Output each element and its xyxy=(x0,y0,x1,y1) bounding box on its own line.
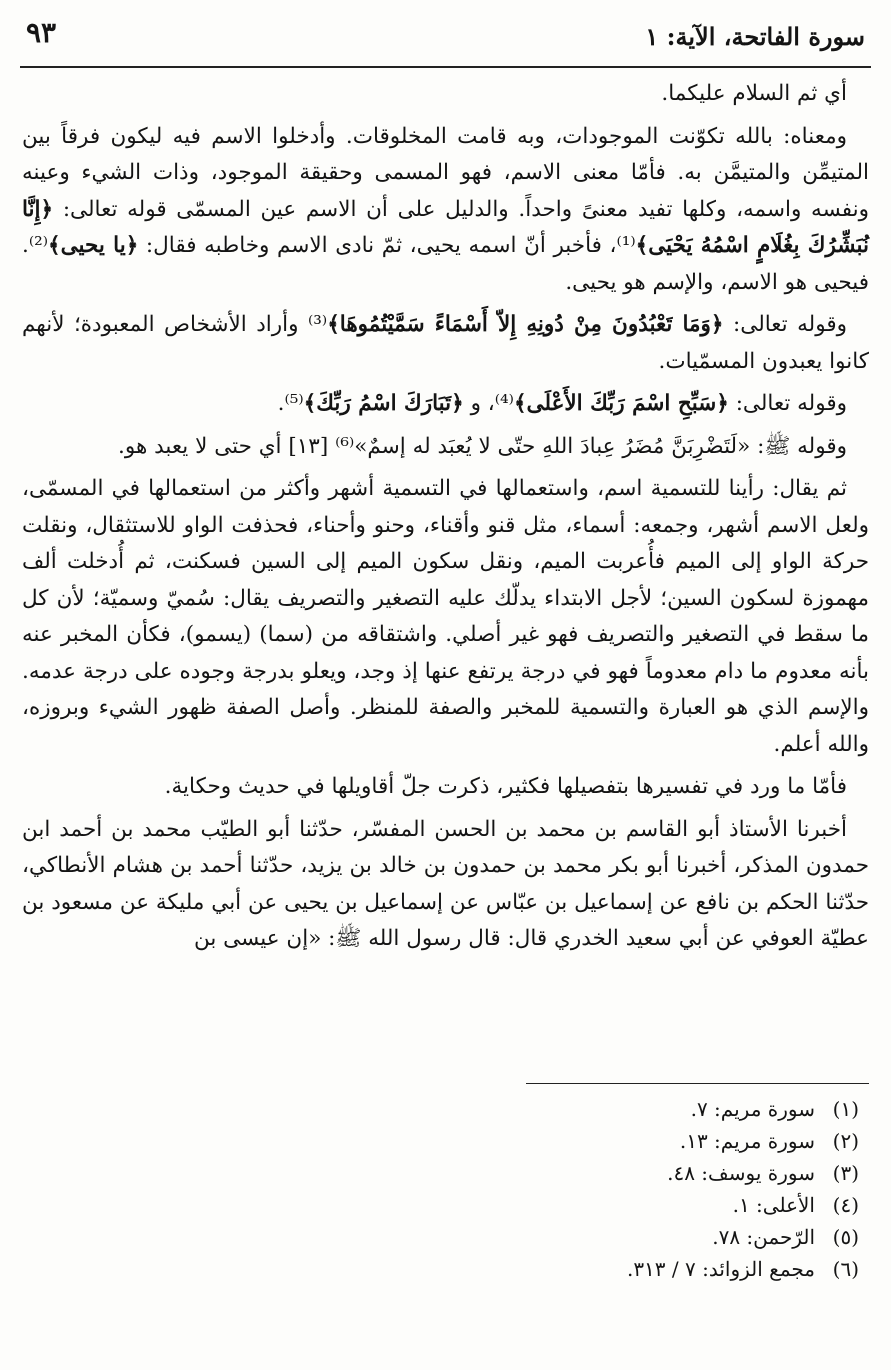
footnote-text: سورة يوسف: ٤٨. xyxy=(667,1161,815,1185)
footnote-number: (٤) xyxy=(832,1193,859,1217)
footnotes xyxy=(22,1093,869,1285)
footnote xyxy=(22,1125,869,1157)
quran-verse: ﴿وَمَا تَعْبُدُونَ مِنْ دُونِهِ إِلاّ أَسْمَاءً سَمَّيْتُمُوهَا﴾ xyxy=(327,312,724,337)
paragraph: وقوله تعالى: ﴿وَمَا تَعْبُدُونَ مِنْ دُونِهِ إِلاّ أَسْمَاءً سَمَّيْتُمُوهَا﴾⁽³⁾ وأراد الأشخاص المعبودة؛ لأنهم كانوا يعبدون المسمّيات. xyxy=(22,312,869,374)
footnote-separator xyxy=(526,1083,869,1084)
paragraph: ومعناه: بالله تكوّنت الموجودات، وبه قامت المخلوقات. وأدخلوا الاسم فيه ليكون فرقاً بين المتيمِّن والمتيمَّن به. فأمّا معنى الاسم، فهو المسمى وحقيقة الموجود، وذات الشيء وعينه ونفسه واسمه، وكلها تفيد معنىً واحداً. والدليل على أن الاسم عين المسمّى قوله تعالى: ﴿إِنَّا نُبَشِّرُكَ بِغُلَامٍ اسْمُهُ يَحْيَى﴾⁽¹⁾، فأخبر أنّ اسمه يحيى، ثمّ نادى الاسم وخاطبه فقال: ﴿يا يحيى﴾⁽²⁾. فيحيى هو الاسم، والإسم هو يحيى. xyxy=(22,123,869,295)
paragraph: ثم يقال: رأينا للتسمية اسم، واستعمالها في التسمية أشهر وأكثر من استعمالها في المسمّى، ولعل الاسم أشهر، وجمعه: أسماء، مثل قنو وأقناء، وحنو وأحناء، فحذفت الواو للاستثقال، ونقلت حركة الواو إلى الميم فأُعربت الميم، ونقل سكون الميم إلى السين فسكنت، ثم أُدخلت ألف مهموزة لسكون السين؛ لأجل الابتداء يدلّك عليه التصغير والتصريف يقال: سُميّ وسميّة؛ لأن كل ما سقط في التصغير والتصريف فهو غير أصلي. واشتقاقه من (سما) (يسمو)، فكأن المخبر عنه بأنه معدوم ما دام معدوماً فهو في درجة يرتفع عنها إذ وجد، ويعلو بدرجة وجوده على درجة عدمه. والإسم الذي هو العبارة والتسمية للمخبر والصفة للمنظر. وأصل الصفة ظهور الشيء وبروزه، والله أعلم. xyxy=(22,476,869,757)
page-header xyxy=(20,12,871,62)
footnote-number: (٦) xyxy=(832,1257,859,1281)
body-text xyxy=(22,76,869,964)
footnote xyxy=(22,1221,869,1253)
paragraph: وقوله ﷺ: «لَتَضْرِبَنَّ مُضَرُ عِبادَ اللهِ حتّى لا يُعبَد له إسمٌ»⁽⁶⁾ [١٣] أي حتى لا يعبد هو. xyxy=(118,433,847,459)
footnote-text: سورة مريم: ١٣. xyxy=(679,1129,815,1153)
running-title: سورة الفاتحة، الآية: ١ xyxy=(645,22,865,51)
quran-verse: ﴿سَبِّحِ اسْمَ رَبِّكَ الأَعْلَى﴾ xyxy=(513,391,729,416)
paragraph: أخبرنا الأستاذ أبو القاسم بن محمد بن الحسن المفسّر، حدّثنا أبو الطيّب محمد بن أحمد ابن حمدون المذكر، أخبرنا أبو بكر محمد بن حمدون بن خالد بن يزيد، حدّثنا أحمد بن هشام الأنطاكي، حدّثنا الحكم بن نافع عن إسماعيل بن عبّاس عن إسماعيل بن يحيى عن أبي مليكة عن مسعود بن عطيّة العوفي عن أبي سعيد الخدري قال: قال رسول الله ﷺ: «إن عيسى بن xyxy=(22,816,869,951)
footnote-text: مجمع الزوائد: ٧ / ٣١٣. xyxy=(626,1257,815,1281)
quran-verse: ﴿يا يحيى﴾ xyxy=(48,233,139,258)
footnote-number: (٥) xyxy=(832,1225,859,1249)
footnote xyxy=(22,1157,869,1189)
paragraph: وقوله تعالى: ﴿سَبِّحِ اسْمَ رَبِّكَ الأَعْلَى﴾⁽⁴⁾، و ﴿تَبَارَكَ اسْمُ رَبِّكَ﴾⁽⁵⁾. xyxy=(277,391,847,416)
header-rule xyxy=(20,66,871,68)
footnote-number: (١) xyxy=(832,1097,859,1121)
quran-verse: ﴿تَبَارَكَ اسْمُ رَبِّكَ﴾ xyxy=(303,391,464,416)
paragraph: أي ثم السلام عليكما. xyxy=(661,81,847,106)
footnote xyxy=(22,1189,869,1221)
footnote-number: (٣) xyxy=(832,1161,859,1185)
footnote xyxy=(22,1093,869,1125)
page-number: ٩٣ xyxy=(26,16,57,49)
footnote-text: سورة مريم: ٧. xyxy=(690,1097,815,1121)
footnote-text: الرّحمن: ٧٨. xyxy=(712,1225,815,1249)
footnote xyxy=(22,1253,869,1285)
footnote-text: الأعلى: ١. xyxy=(732,1193,815,1217)
paragraph: فأمّا ما ورد في تفسيرها بتفصيلها فكثير، ذكرت جلّ أقاويلها في حديث وحكاية. xyxy=(164,774,847,799)
quran-verse: ﴿إِنَّا نُبَشِّرُكَ بِغُلَامٍ اسْمُهُ يَحْيَى﴾ xyxy=(22,196,869,258)
footnote-number: (٢) xyxy=(832,1129,859,1153)
